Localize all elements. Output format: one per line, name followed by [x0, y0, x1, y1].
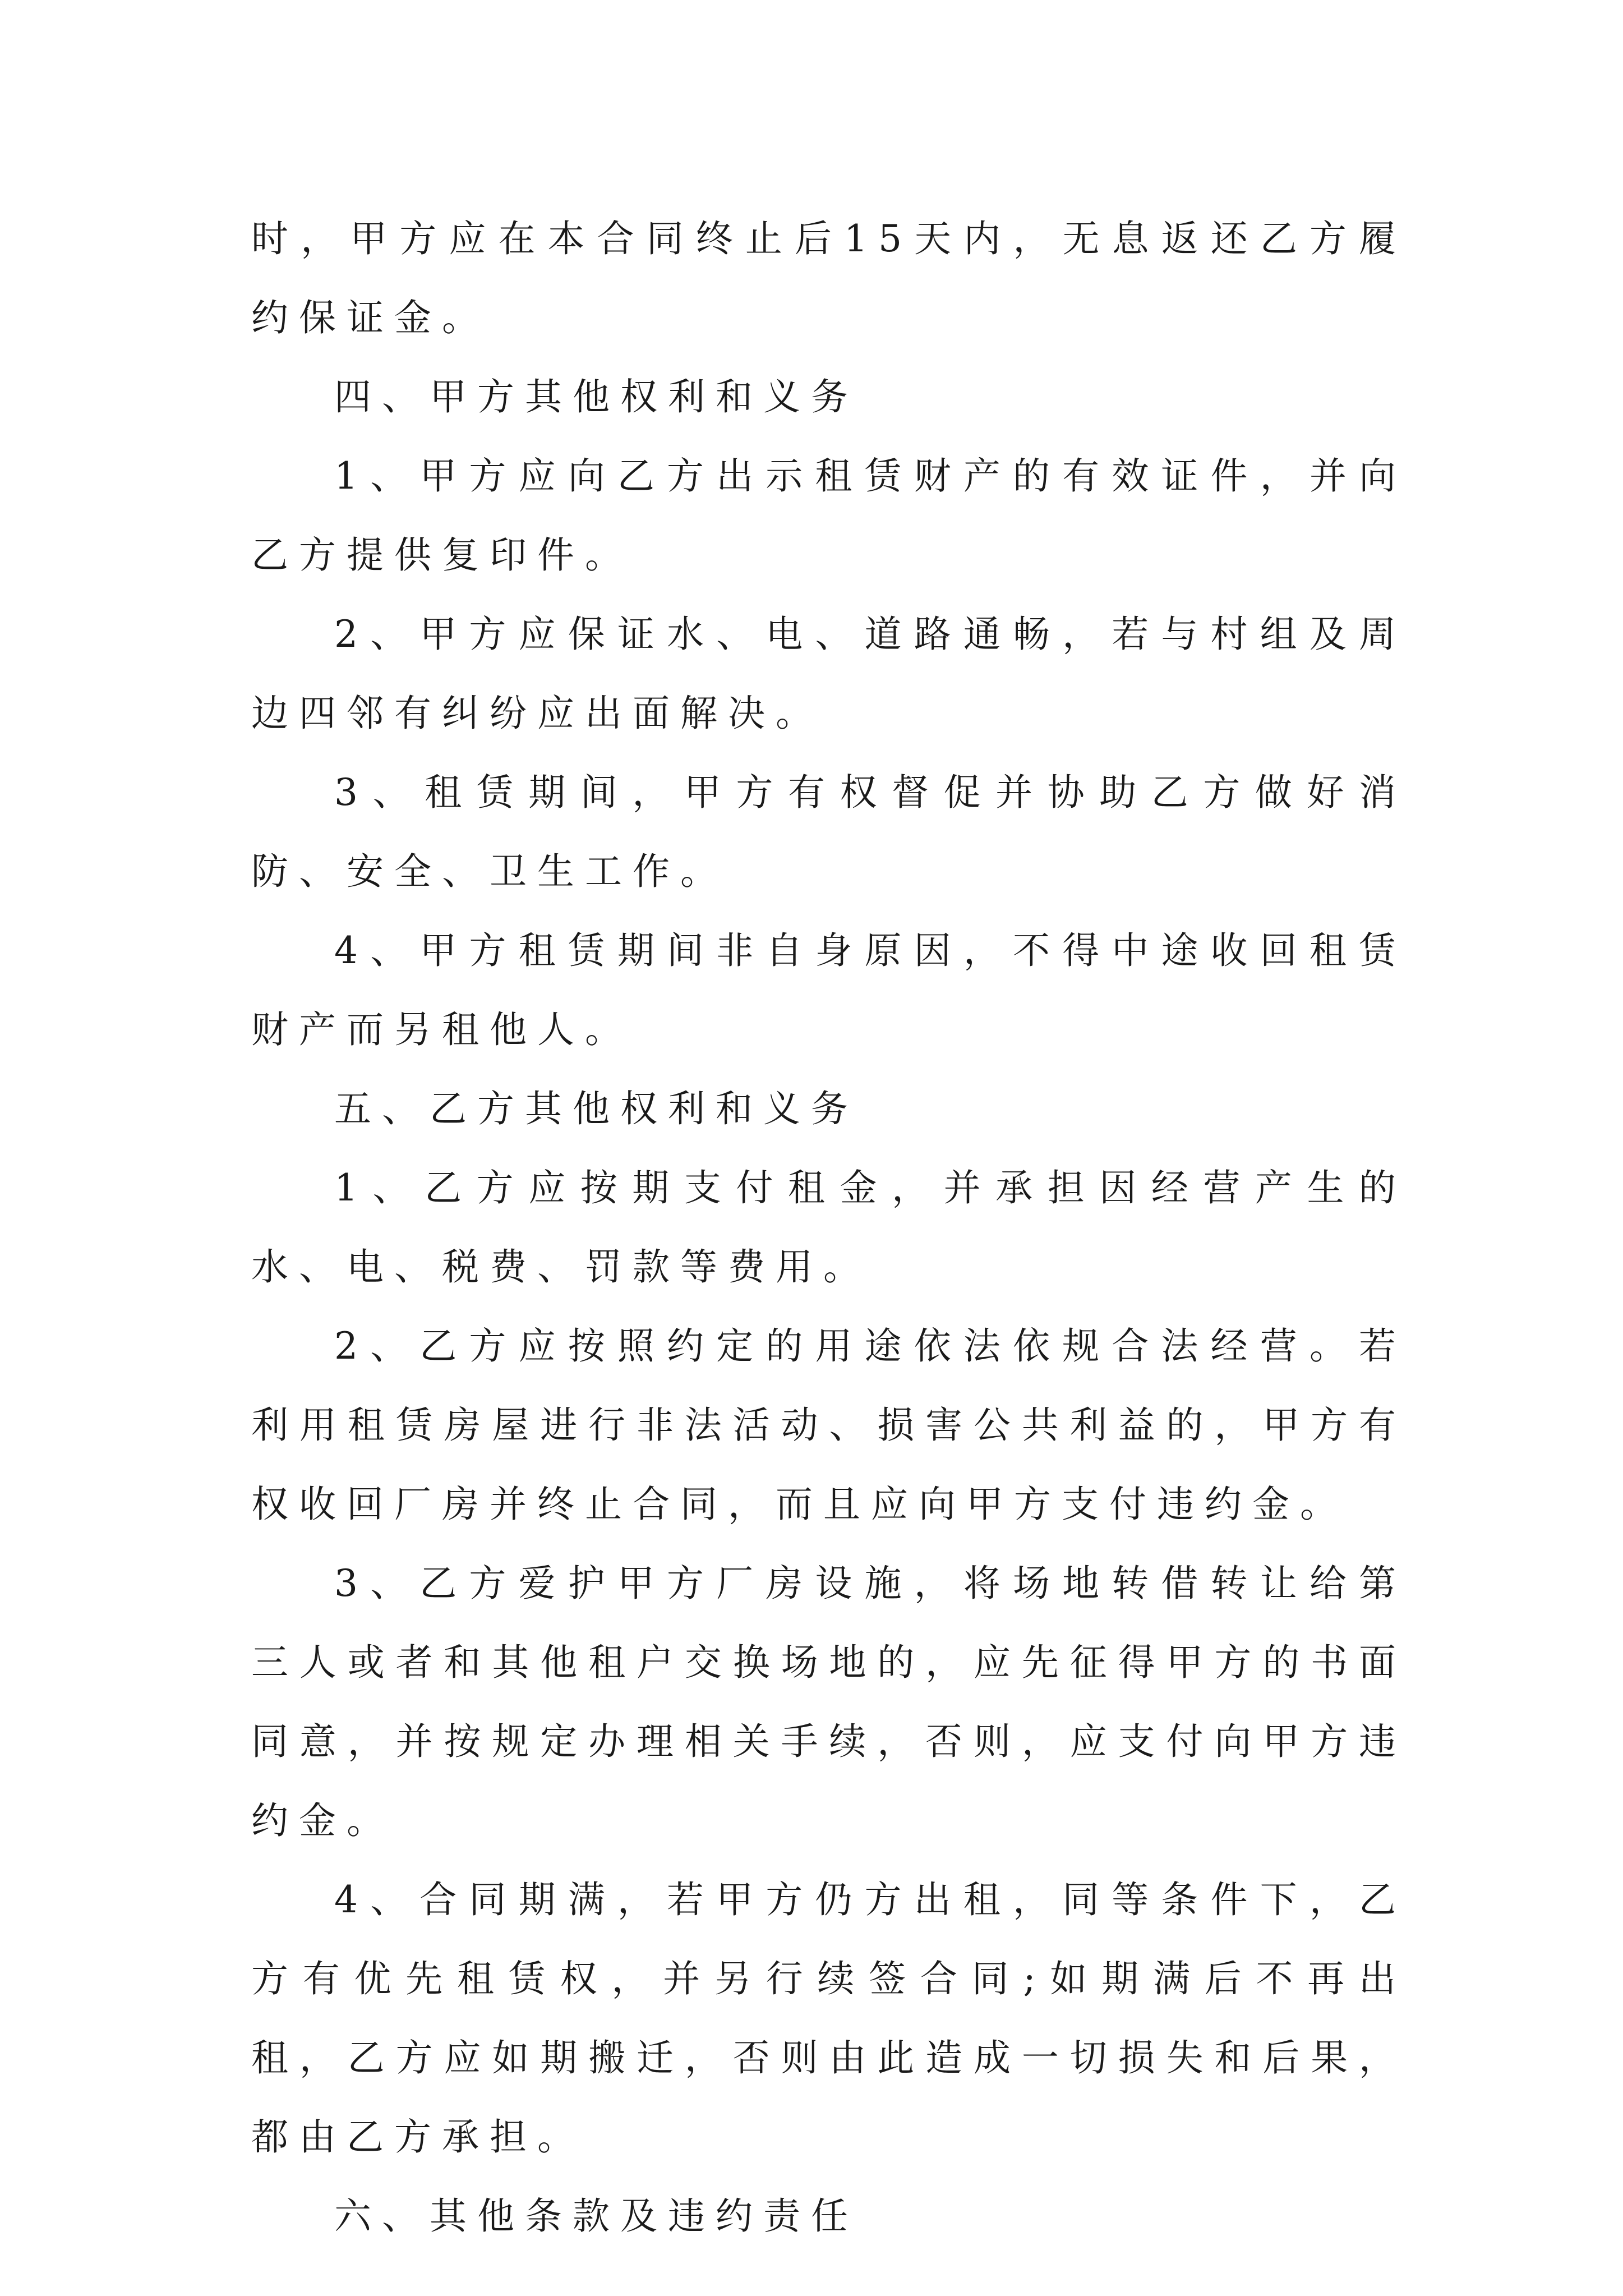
section-heading-other-terms: 六、其他条款及违约责任	[334, 2194, 859, 2238]
section-heading-party-b-rights: 五、乙方其他权利和义务	[334, 1087, 859, 1130]
paragraph-clause: 1、乙方应按期支付租金，并承担因经营产生的水、电、税费、罚款等费用。	[251, 1166, 1407, 1289]
paragraph-clause: 1、甲方应向乙方出示租赁财产的有效证件，并向乙方提供复印件。	[251, 454, 1407, 577]
paragraph-clause: 3、乙方爱护甲方厂房设施，将场地转借转让给第三人或者和其他租户交换场地的，应先征得甲方的书面同意，并按规定办理相关手续，否则，应支付向甲方违约金。	[251, 1562, 1407, 1842]
paragraph-clause: 3、租赁期间，甲方有权督促并协助乙方做好消防、安全、卫生工作。	[251, 771, 1407, 893]
paragraph-clause: 4、合同期满，若甲方仍方出租，同等条件下，乙方有优先租赁权，并另行续签合同;如期满后不再出租，乙方应如期搬迁，否则由此造成一切损失和后果，都由乙方承担。	[251, 1878, 1407, 2159]
section-heading-party-a-rights: 四、甲方其他权利和义务	[334, 375, 859, 418]
paragraph-clause: 2、甲方应保证水、电、道路通畅，若与村组及周边四邻有纠纷应出面解决。	[251, 613, 1407, 735]
paragraph-clause: 2、乙方应按照约定的用途依法依规合法经营。若利用租赁房屋进行非法活动、损害公共利益的，甲方有权收回厂房并终止合同，而且应向甲方支付违约金。	[251, 1324, 1407, 1526]
paragraph-clause: 4、甲方租赁期间非自身原因，不得中途收回租赁财产而另租他人。	[251, 929, 1407, 1051]
paragraph-continuation: 时，甲方应在本合同终止后15天内，无息返还乙方履约保证金。	[251, 217, 1407, 339]
document-body	[251, 199, 1407, 2256]
